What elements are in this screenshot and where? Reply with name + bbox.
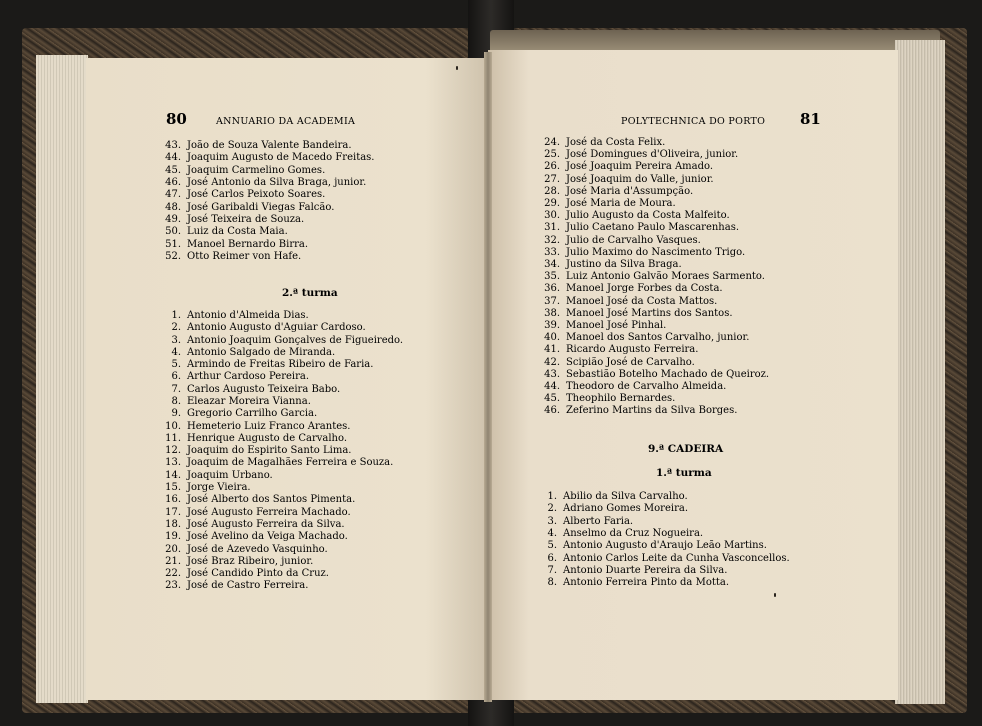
cadeira-heading: 9.ª CADEIRA (648, 443, 724, 455)
list-entry (165, 177, 367, 189)
list-entry (544, 246, 746, 259)
section-heading-2a-turma: 2.ª turma (282, 287, 338, 299)
entry-name: José Domingues d'Oliveira, junior. (566, 149, 739, 161)
entry-number: 31. (544, 222, 560, 234)
entry-number: 1. (171, 310, 181, 321)
list-entry (165, 457, 394, 469)
entry-name: Henrique Augusto de Carvalho. (187, 432, 348, 444)
entry-number: 30. (544, 210, 560, 222)
entry-name: Hemeterio Luiz Franco Arantes. (187, 420, 351, 432)
list-entry (165, 189, 326, 201)
entry-name: José da Costa Felix. (566, 137, 666, 148)
list-entry (544, 405, 738, 417)
list-entry (171, 383, 341, 396)
left-page-stack-edge (36, 55, 88, 703)
entry-number: 36. (544, 283, 560, 295)
entry-name: Eleazar Moreira Vianna. (187, 396, 311, 408)
entry-number: 46. (544, 405, 560, 417)
entry-name: Arthur Cardoso Pereira. (187, 371, 310, 383)
entry-number: 28. (544, 185, 560, 197)
entry-name: Justino da Silva Braga. (566, 259, 682, 270)
entry-number: 10. (165, 420, 181, 432)
list-entry (547, 527, 704, 540)
entry-number: 4. (171, 346, 181, 358)
list-entry (171, 396, 311, 408)
right-page-stack-edge (895, 40, 945, 704)
entry-name: Manoel José da Costa Mattos. (566, 295, 718, 307)
list-entry (165, 506, 351, 519)
entry-number: 2. (171, 322, 181, 334)
entry-number: 17. (165, 506, 181, 518)
list-entry (165, 518, 345, 531)
entry-name: Antonio Joaquim Gonçalves de Figueiredo. (187, 334, 404, 346)
entry-name: Antonio Augusto d'Araujo Leão Martins. (563, 540, 767, 552)
entry-number: 3. (547, 515, 557, 527)
list-entry (165, 201, 335, 214)
entry-number: 44. (165, 152, 181, 164)
list-entry (165, 164, 326, 177)
entry-name: José Maria d'Assumpção. (566, 185, 694, 197)
list-entry (165, 482, 251, 494)
entry-name: José Joaquim do Valle, junior. (566, 173, 714, 185)
list-entry (165, 226, 288, 238)
entry-number: 15. (165, 482, 181, 494)
list-entry (165, 420, 351, 433)
entry-name: José Candido Pinto da Cruz. (187, 568, 329, 580)
list-entry (547, 540, 767, 552)
list-entry (544, 356, 695, 369)
list-entry (547, 515, 634, 528)
entry-name: Theodoro de Carvalho Almeida. (566, 381, 727, 392)
list-entry (165, 531, 348, 543)
entry-name: Scipião José de Carvalho. (566, 356, 695, 368)
entry-number: 33. (544, 246, 560, 258)
entry-name: José Avelino da Veiga Machado. (187, 531, 348, 543)
list-entry (544, 137, 666, 149)
list-entry (165, 494, 356, 506)
running-head-right: POLYTECHNICA DO PORTO (621, 116, 766, 127)
list-entry (171, 371, 310, 383)
list-entry (171, 346, 336, 359)
list-entry (544, 283, 723, 295)
entry-name: Otto Reimer von Hafe. (187, 251, 302, 263)
entry-number: 6. (171, 371, 181, 383)
entry-number: 1. (547, 491, 557, 502)
entry-name: Joaquim Carmelino Gomes. (187, 164, 326, 176)
entry-name: Jorge Vieira. (187, 482, 251, 494)
list-entry (544, 222, 740, 234)
running-head-left: ANNUARIO DA ACADEMIA (216, 116, 356, 127)
entry-name: Manoel Jorge Forbes da Costa. (566, 283, 723, 295)
entry-name: Abilio da Silva Carvalho. (563, 491, 688, 502)
entry-name: José Antonio da Silva Braga, junior. (187, 177, 367, 189)
list-entry (547, 552, 790, 565)
list-entry (165, 432, 348, 445)
entry-number: 48. (165, 201, 181, 213)
list-entry (165, 251, 302, 263)
entry-name: Joaquim Urbano. (187, 469, 273, 481)
entry-name: José Carlos Peixoto Soares. (187, 189, 326, 201)
entry-number: 14. (165, 469, 181, 481)
entry-name: Manoel Bernardo Birra. (187, 238, 309, 250)
list-entry (165, 238, 309, 251)
entry-name: Anselmo da Cruz Nogueira. (563, 527, 704, 539)
entry-number: 41. (544, 344, 560, 356)
entry-number: 18. (165, 518, 181, 530)
list-entry (171, 359, 374, 371)
list-entry (544, 320, 667, 332)
list-entry (544, 259, 682, 271)
list-entry (165, 152, 375, 164)
list-entry (544, 393, 676, 405)
list-entry (171, 334, 404, 347)
list-entry (544, 332, 750, 344)
entry-name: Julio Caetano Paulo Mascarenhas. (566, 222, 740, 234)
list-entry (544, 161, 714, 173)
entry-name: José de Castro Ferreira. (187, 580, 309, 592)
entry-number: 40. (544, 332, 560, 344)
entry-name: Antonio Carlos Leite da Cunha Vasconcellos. (563, 552, 790, 564)
list-entry (544, 210, 730, 222)
list-entry (544, 295, 718, 308)
entry-number: 43. (165, 140, 181, 151)
entry-number: 52. (165, 251, 181, 263)
list-entry (544, 344, 699, 356)
entry-name: Antonio Augusto d'Aguiar Cardoso. (187, 322, 366, 334)
entry-number: 5. (171, 359, 181, 371)
entry-number: 12. (165, 445, 181, 457)
entry-number: 25. (544, 149, 560, 161)
entry-name: José Braz Ribeiro, junior. (187, 555, 314, 567)
entry-number: 9. (171, 408, 181, 420)
entry-number: 38. (544, 307, 560, 319)
entry-name: Ricardo Augusto Ferreira. (566, 344, 699, 356)
entry-number: 49. (165, 214, 181, 226)
list-entry (544, 368, 770, 381)
entry-number: 27. (544, 173, 560, 185)
entry-name: Alberto Faria. (563, 515, 634, 527)
entry-number: 7. (547, 564, 557, 576)
entry-number: 21. (165, 555, 181, 567)
entry-number: 45. (544, 393, 560, 405)
entry-name: Manoel dos Santos Carvalho, junior. (566, 332, 750, 344)
entry-number: 44. (544, 381, 560, 392)
entry-number: 11. (165, 432, 181, 444)
entry-name: Carlos Augusto Teixeira Babo. (187, 383, 341, 395)
list-entry (544, 307, 733, 320)
ink-speck (456, 66, 458, 70)
entry-number: 19. (165, 531, 181, 543)
entry-name: Manoel José Martins dos Santos. (566, 307, 733, 319)
entry-name: João de Souza Valente Bandeira. (187, 140, 352, 151)
list-entry (165, 214, 305, 226)
entry-name: José Augusto Ferreira da Silva. (187, 518, 345, 530)
entry-name: Antonio Salgado de Miranda. (187, 346, 336, 358)
entry-name: José Joaquim Pereira Amado. (566, 161, 714, 173)
entry-number: 4. (547, 527, 557, 539)
entry-number: 35. (544, 271, 560, 283)
entry-name: Antonio d'Almeida Dias. (187, 310, 309, 321)
entry-name: José Maria de Moura. (566, 198, 676, 209)
entry-number: 23. (165, 580, 181, 592)
entry-name: Joaquim Augusto de Macedo Freitas. (187, 152, 375, 164)
entry-number: 22. (165, 568, 181, 580)
entry-name: Zeferino Martins da Silva Borges. (566, 405, 738, 417)
entry-number: 8. (171, 396, 181, 408)
entry-number: 2. (547, 503, 557, 515)
entry-name: Joaquim de Magalhães Ferreira e Souza. (187, 457, 394, 469)
entry-number: 26. (544, 161, 560, 173)
entry-name: Luiz da Costa Maia. (187, 226, 288, 238)
entry-name: Sebastião Botelho Machado de Queiroz. (566, 368, 770, 380)
entry-number: 45. (165, 164, 181, 176)
list-entry (544, 234, 701, 247)
list-entry (171, 408, 318, 420)
list-entry (547, 564, 728, 577)
entry-name: Antonio Duarte Pereira da Silva. (563, 564, 728, 576)
entry-number: 13. (165, 457, 181, 469)
list-entry (544, 271, 765, 283)
entry-number: 3. (171, 334, 181, 346)
list-entry (547, 577, 730, 589)
list-entry (165, 140, 352, 152)
list-entry (171, 310, 309, 322)
list-entry (544, 185, 694, 198)
entry-number: 24. (544, 137, 560, 148)
entry-name: Adriano Gomes Moreira. (563, 503, 688, 515)
entry-name: Julio de Carvalho Vasques. (566, 234, 701, 246)
page-number-right: 81 (800, 110, 821, 128)
entry-name: Manoel José Pinhal. (566, 320, 667, 331)
entry-number: 50. (165, 226, 181, 238)
entry-number: 6. (547, 552, 557, 564)
list-entry (165, 580, 309, 592)
entry-name: José Augusto Ferreira Machado. (187, 506, 351, 518)
list-entry (544, 149, 739, 161)
entry-number: 8. (547, 577, 557, 589)
entry-number: 39. (544, 320, 560, 331)
entry-number: 47. (165, 189, 181, 201)
entry-number: 5. (547, 540, 557, 552)
entry-number: 7. (171, 383, 181, 395)
entry-name: Julio Augusto da Costa Malfeito. (566, 210, 730, 222)
entry-name: José Alberto dos Santos Pimenta. (187, 494, 356, 506)
list-entry (165, 445, 352, 457)
entry-number: 32. (544, 234, 560, 246)
list-entry (547, 503, 688, 515)
ink-speck (774, 593, 776, 597)
entry-name: Luiz Antonio Galvão Moraes Sarmento. (566, 271, 765, 283)
list-entry (544, 198, 676, 210)
list-entry (165, 543, 328, 556)
entry-number: 42. (544, 356, 560, 368)
entry-name: Julio Maximo do Nascimento Trigo. (566, 246, 746, 258)
entry-number: 46. (165, 177, 181, 189)
entry-number: 16. (165, 494, 181, 506)
entry-name: Antonio Ferreira Pinto da Motta. (563, 577, 730, 589)
entry-number: 34. (544, 259, 560, 270)
entry-name: Gregorio Carrilho Garcia. (187, 408, 318, 420)
list-entry (165, 555, 314, 568)
list-entry (171, 322, 366, 334)
entry-name: José Garibaldi Viegas Falcão. (187, 201, 335, 213)
list-entry (165, 469, 273, 482)
list-entry (547, 491, 688, 503)
entry-name: Theophilo Bernardes. (566, 393, 676, 405)
book-gutter (484, 52, 492, 702)
list-entry (544, 381, 727, 393)
entry-number: 20. (165, 543, 181, 555)
section-heading-1a-turma: 1.ª turma (656, 467, 712, 479)
entry-number: 51. (165, 238, 181, 250)
list-entry (544, 173, 714, 186)
entry-name: Armindo de Freitas Ribeiro de Faria. (187, 359, 374, 371)
entry-name: Joaquim do Espirito Santo Lima. (187, 445, 352, 457)
entry-number: 37. (544, 295, 560, 307)
list-entry (165, 568, 329, 580)
entry-number: 43. (544, 368, 560, 380)
page-number-left: 80 (166, 110, 187, 128)
entry-number: 29. (544, 198, 560, 209)
entry-name: José de Azevedo Vasquinho. (187, 543, 328, 555)
entry-name: José Teixeira de Souza. (187, 214, 305, 226)
